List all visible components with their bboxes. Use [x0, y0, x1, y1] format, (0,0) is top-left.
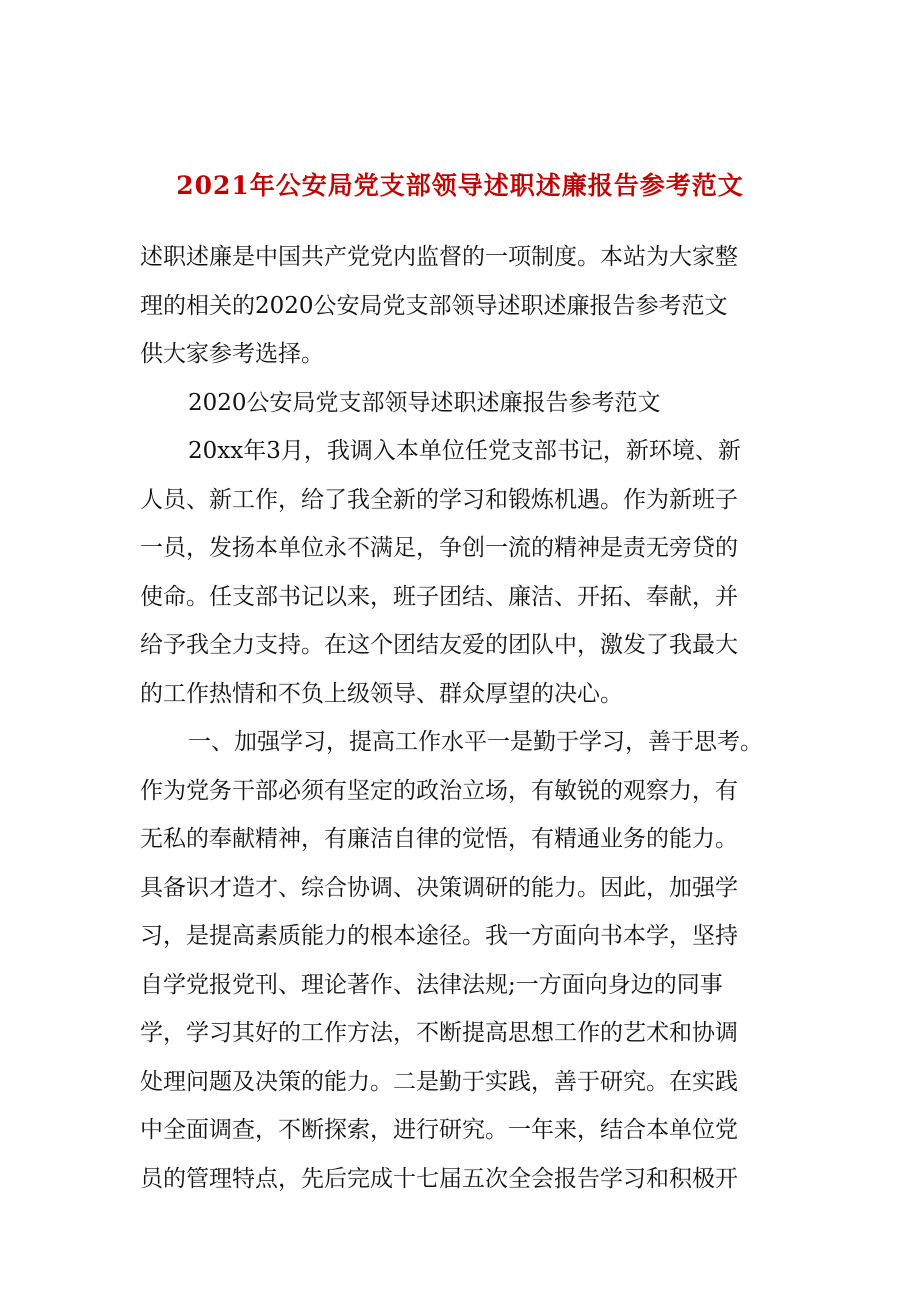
subtitle-line: 2020公安局党支部领导述职述廉报告参考范文: [188, 389, 661, 416]
text-line: 给予我全力支持。在这个团结友爱的团队中，激发了我最大: [140, 632, 738, 658]
text-line: 习，是提高素质能力的根本途径。我一方面向书本学，坚持: [140, 923, 738, 949]
text-line: 供大家参考选择。: [140, 341, 324, 367]
text-line: 一员，发扬本单位永不满足，争创一流的精神是责无旁贷的: [140, 535, 738, 561]
paragraph-first-line: 一、加强学习，提高工作水平一是勤于学习，善于思考。: [188, 729, 763, 755]
text-line: 述职述廉是中国共产党党内监督的一项制度。本站为大家整: [140, 244, 738, 270]
text-line: 中全面调查，不断探索，进行研究。一年来，结合本单位党: [140, 1117, 738, 1143]
text-line: 作为党务干部必须有坚定的政治立场，有敏锐的观察力，有: [140, 777, 738, 804]
text-line: 员的管理特点，先后完成十七届五次全会报告学习和积极开: [140, 1165, 738, 1192]
text-line: 人员、新工作，给了我全新的学习和锻炼机遇。作为新班子: [140, 486, 738, 513]
document-body: [140, 233, 790, 1203]
text-line: 使命。任支部书记以来，班子团结、廉洁、开拓、奉献，并: [140, 583, 738, 610]
text-line: 处理问题及决策的能力。二是勤于实践，善于研究。在实践: [140, 1068, 738, 1095]
text-line: 理的相关的2020公安局党支部领导述职述廉报告参考范文: [140, 292, 728, 319]
text-line: 具备识才造才、综合协调、决策调研的能力。因此，加强学: [140, 874, 738, 901]
text-line: 学，学习其好的工作方法，不断提高思想工作的艺术和协调: [140, 1020, 738, 1046]
paragraph-first-line: 20xx年3月，我调入本单位任党支部书记，新环境、新: [188, 438, 741, 464]
document-title: 2021年公安局党支部领导述职述廉报告参考范文: [176, 171, 744, 200]
text-line: 自学党报党刊、理论著作、法律法规;一方面向身边的同事: [140, 971, 723, 998]
text-line: 无私的奉献精神，有廉洁自律的觉悟，有精通业务的能力。: [140, 826, 738, 852]
text-line: 的工作热情和不负上级领导、群众厚望的决心。: [140, 680, 623, 707]
